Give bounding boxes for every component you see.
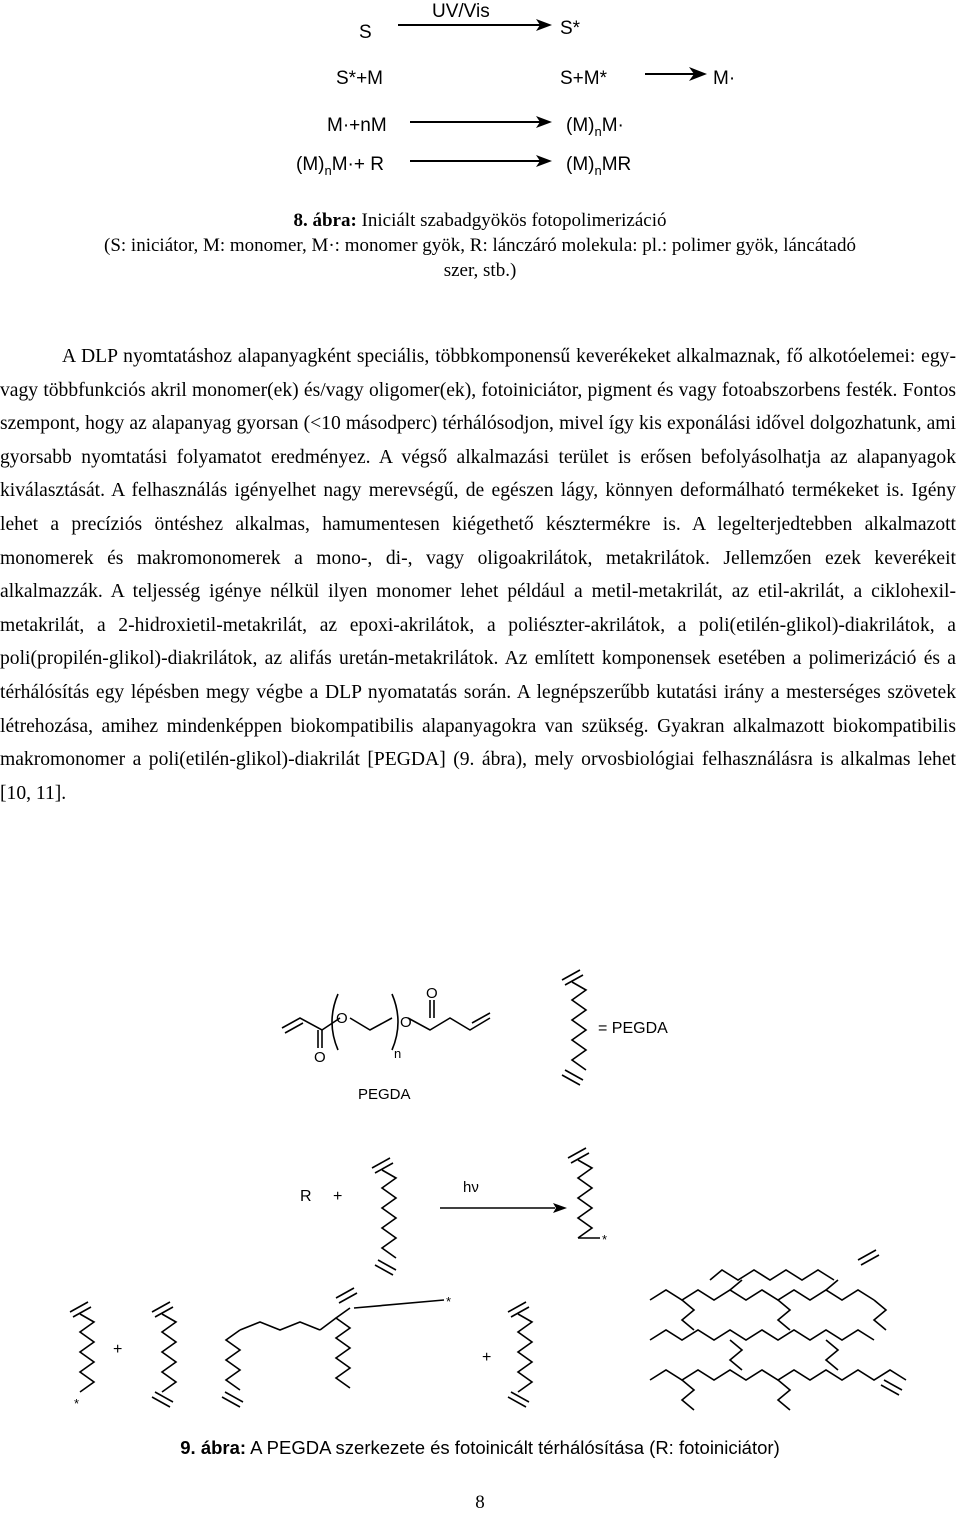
figure8-legend-line: szer, stb.)	[443, 260, 517, 281]
body-paragraph: A DLP nyomtatáshoz alapanyagként speciális, többkomponensű keverékeket alkalmaznak, fő alkotóelemei: egy- vagy többfunkciós akril monomer(ek) és/vagy oligomer(ek), fotoiniciátor, pigment és vagy fotoabszorbens festék. Fontos szempont, hogy az alapanyag gyorsan (<10 másodperc) térhálósodjon, mivel így kis exponálási idővel dolgozhatunk, ami gyorsabb nyomtatási folyamatot eredményez. A végső alkalmazási terület is erősen befolyásolhatja az alapanyagok kiválasztását. A felhasználás igényelhet nagy merevségű, de egészen lágy, könnyen deformálható termékeket is. Igény lehet a precíziós öntéshez alkalmas, hamumentesen kiégethető késztermékre is. A legelterjedtebben alkalmazott monomerek és makromonomerek a mono-, di-, vagy oligoakrilátok, metakrilátok. Jellemzően ezek keverékeit alkalmazzák. A teljesség igénye nélkül ilyen monomer lehet például a metil-metakrilát, az etil-akrilát, a ciklohexil-metakrilát, a 2-hidroxietil-metakrilát, az epoxi-akrilátok, a poliészter-akrilátok, a poli(etilén-glikol)-diakrilátok, a poli(propilén-glikol)-diakrilátok, az alifás uretán-metakrilátok. Az említett komponensek esetében a polimerizáció és a térhálósítás egy lépésben megy végbe a DLP nyomatatás során. A legnépszerűbb kutatási irány a mesterséges szövetek létrehozása, amihez mindenképpen biokompatibilis alapanyagokra van szükség. Gyakran alkalmazott biokompatibilis makromonomer a poli(etilén-glikol)-diakrilát [PEGDA] (9. ábra), mely orvosbiológiai felhasználásra is alkalmas lehet [10, 11].	[0, 346, 956, 804]
scheme-r3-left: M·+nM	[327, 115, 387, 136]
zigzag-chain-bottom-1	[70, 1302, 94, 1392]
pegda-structure	[282, 994, 490, 1050]
reaction-scheme	[0, 0, 960, 190]
figure8-caption	[0, 208, 960, 283]
branched-radical-chain	[222, 1288, 357, 1407]
figure9-title: A PEGDA szerkezete és fotoinicált térhálósítása (R: fotoiniciátor)	[246, 1437, 780, 1458]
zigzag-chain-bottom-2	[152, 1302, 176, 1407]
atom-label: O	[400, 1014, 412, 1031]
plus-sign: +	[113, 1341, 123, 1358]
scheme-r2-mid: S+M*	[560, 68, 607, 89]
figure8-title: Iniciált szabadgyökös fotopolimerizáció	[356, 210, 667, 231]
radical-star: *	[602, 1232, 608, 1247]
figure8-label: 8. ábra:	[293, 210, 357, 231]
zigzag-chain-bottom-4	[508, 1302, 532, 1407]
zigzag-chain-monomer	[372, 1158, 396, 1275]
page-number: 8	[475, 1492, 485, 1513]
scheme-r1-left: S	[359, 22, 372, 43]
atom-label: O	[336, 1010, 348, 1027]
figure9-caption	[0, 1435, 960, 1460]
scheme-r4-left: $(M)_nM\cdot+ R$	[296, 154, 384, 178]
reagent-r: R	[300, 1188, 312, 1205]
scheme-r1-right: S*	[560, 18, 581, 39]
plus-sign: +	[482, 1349, 492, 1366]
scheme-r4-right: $(M)_nMR$	[566, 154, 632, 178]
atom-label: O	[314, 1049, 326, 1066]
atom-label: O	[426, 985, 438, 1002]
zigzag-chain-radical	[568, 1148, 600, 1238]
zigzag-chain-legend	[562, 970, 586, 1085]
radical-star: *	[446, 1294, 452, 1309]
scheme-r3-right: $(M)_nM\cdot$	[566, 115, 624, 139]
scheme-r1-arrow-label: UV/Vis	[432, 1, 490, 22]
pegda-name: PEGDA	[358, 1086, 411, 1103]
crosslinked-network	[650, 1250, 906, 1410]
radical-star: *	[74, 1396, 80, 1411]
plus-sign: +	[333, 1188, 343, 1205]
pegda-figure	[0, 960, 960, 1430]
scheme-r2-left: S*+M	[336, 68, 383, 89]
body-paragraph-block	[0, 340, 956, 810]
subscript-n: n	[394, 1046, 402, 1061]
figure8-legend-line: (S: iniciátor, M: monomer, M·: monomer gyök, R: lánczáró molekula: pl.: polimer gyök, láncátadó	[104, 235, 856, 256]
figure9-label: 9. ábra:	[180, 1437, 247, 1458]
scheme-r2-right: M·	[713, 68, 736, 89]
hv-label: hν	[463, 1179, 479, 1196]
pegda-equals-label: = PEGDA	[598, 1020, 668, 1037]
